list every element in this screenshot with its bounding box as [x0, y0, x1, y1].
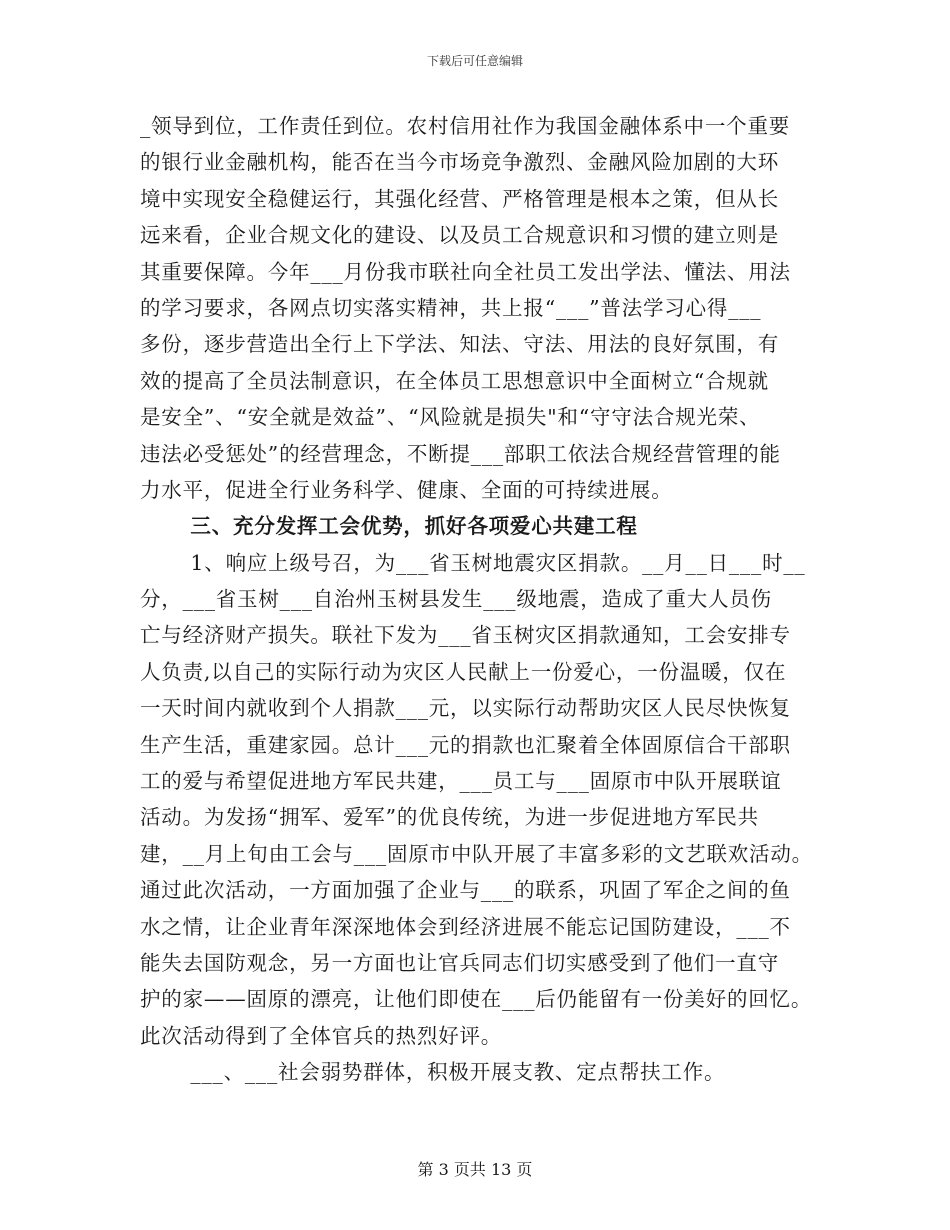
document-body — [140, 108, 820, 1091]
paragraph-line: 人负责,以自己的实际行动为灾区人民献上一份爱心，一份温暖，仅在 — [140, 659, 787, 684]
section-heading: 三、充分发挥工会优势，抓好各项爱心共建工程 — [190, 514, 638, 539]
paragraph-line: 远来看，企业合规文化的建设、以及员工合规意识和习惯的建立则是 — [140, 223, 779, 248]
paragraph-line: 效的提高了全员法制意识，在全体员工思想意识中全面树立“合规就 — [140, 368, 769, 393]
paragraph-line: 护的家——固原的漂亮，让他们即使在___后仍能留有一份美好的回忆。 — [140, 987, 813, 1012]
paragraph-line: 其重要保障。今年___月份我市联社向全社员工发出学法、懂法、用法 — [140, 259, 791, 284]
paragraph-line: 是安全”、“安全就是效益”、“风险就是损失"和“守守法合规光荣、 — [140, 405, 761, 430]
paragraph-line: 通过此次活动，一方面加强了企业与___的联系，巩固了军企之间的鱼 — [140, 878, 791, 903]
paragraph-line: 的银行业金融机构，能否在当今市场竞争激烈、金融风险加剧的大环 — [140, 150, 779, 175]
paragraph-line: 境中实现安全稳健运行，其强化经营、严格管理是根本之策，但从长 — [140, 186, 779, 211]
page-footer: 第 3 页共 13 页 — [417, 1160, 533, 1179]
paragraph-line: 水之情，让企业青年深深地体会到经济进展不能忘记国防建设，___不 — [140, 914, 791, 939]
paragraph-line: 多份，逐步营造出全行上下学法、知法、守法、用法的良好氛围，有 — [140, 332, 779, 357]
paragraph-line: 此次活动得到了全体官兵的热烈好评。 — [140, 1023, 503, 1048]
paragraph-line: 1、响应上级号召，为___省玉树地震灾区捐款。__月__日___时__ — [190, 550, 806, 575]
paragraph-line: 能失去国防观念，另一方面也让官兵同志们切实感受到了他们一直守 — [140, 950, 779, 975]
paragraph-line: 分，___省玉树___自治州玉树县发生___级地震，造成了重大人员伤 — [140, 587, 772, 612]
paragraph-line: 建，__月上旬由工会与___固原市中队开展了丰富多彩的文艺联欢活动。 — [140, 841, 813, 866]
paragraph-line: 工的爱与希望促进地方军民共建，___员工与___固原市中队开展联谊 — [140, 769, 782, 794]
paragraph-line: 的学习要求，各网点切实落实精神，共上报“___”普法学习心得___ — [140, 295, 762, 320]
paragraph-line: _领导到位，工作责任到位。农村信用社作为我国金融体系中一个重要 — [140, 114, 791, 138]
paragraph-line: 力水平，促进全行业务科学、健康、全面的可持续进展。 — [140, 477, 673, 502]
paragraph-line: 亡与经济财产损失。联社下发为___省玉树灾区捐款通知，工会安排专 — [140, 623, 791, 648]
paragraph-line: 活动。为发扬“拥军、爱军”的优良传统，为进一步促进地方军民共 — [140, 805, 759, 830]
paragraph-line: ___、___社会弱势群体，积极开展支教、定点帮扶工作。 — [190, 1060, 726, 1085]
page-header: 下载后可任意编辑 — [426, 54, 523, 68]
paragraph-line: 违法必受惩处”的经营理念，不断提___部职工依法合规经营管理的能 — [140, 441, 781, 466]
paragraph-line: 生产生活，重建家园。总计___元的捐款也汇聚着全体固原信合干部职 — [140, 732, 791, 757]
paragraph-line: 一天时间内就收到个人捐款___元，以实际行动帮助灾区人民尽快恢复 — [140, 696, 791, 721]
